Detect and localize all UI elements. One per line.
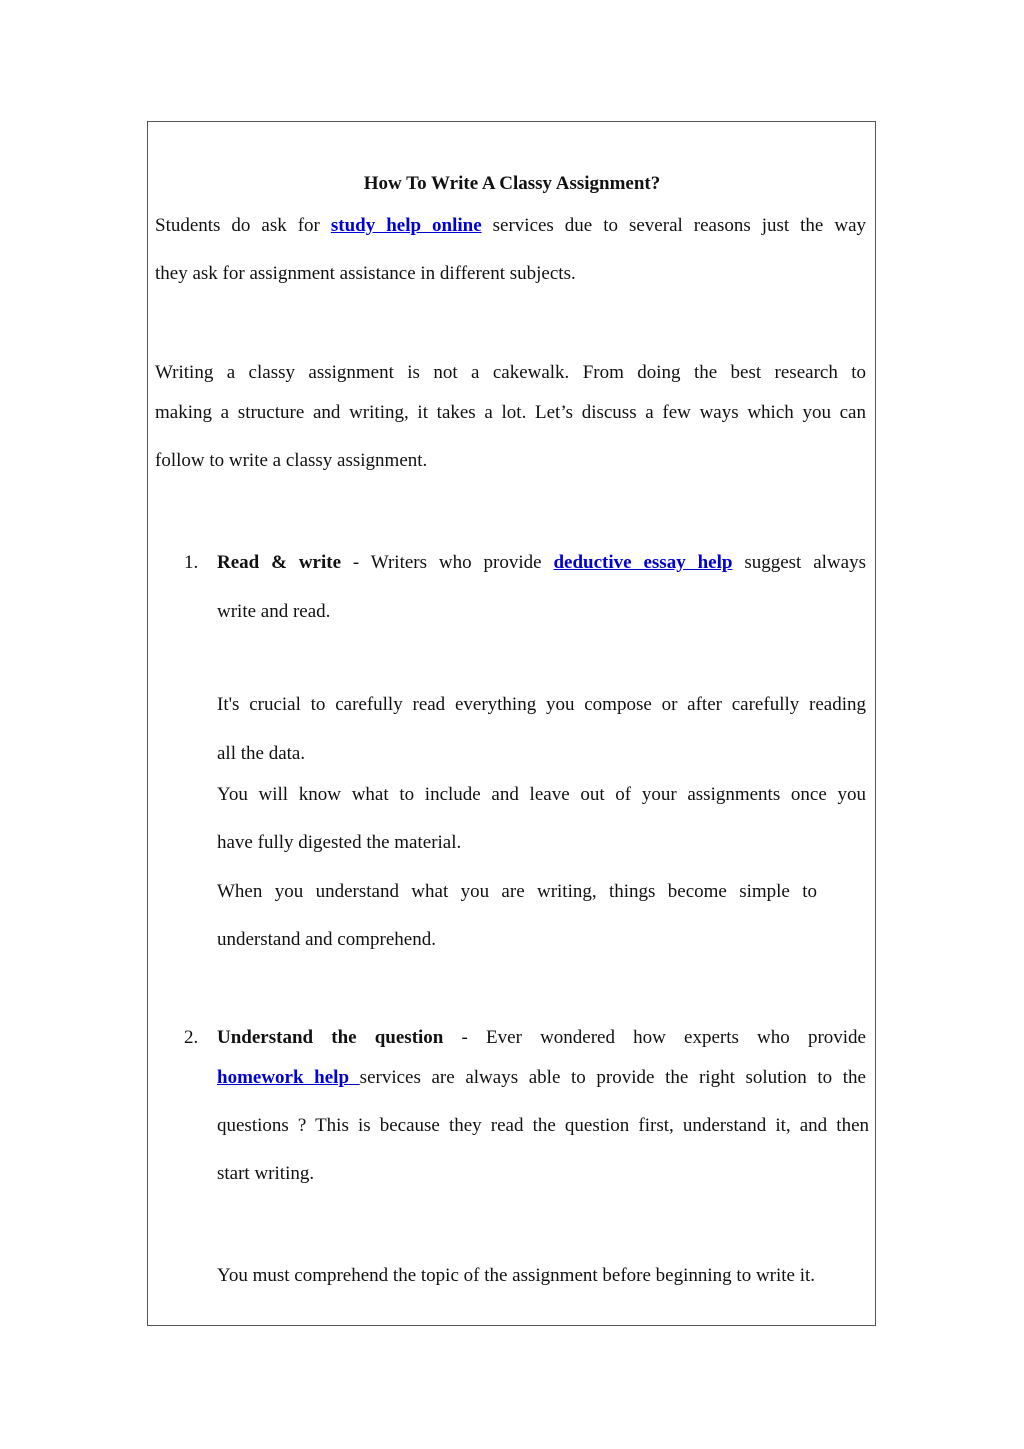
document-title: How To Write A Classy Assignment?: [363, 173, 661, 194]
list-item-1-text-after: suggest always: [732, 552, 866, 573]
intro-line-2: they ask for assignment assistance in different subjects.: [155, 263, 576, 284]
item2-para1: You must comprehend the topic of the assignment before beginning to write it.: [217, 1265, 816, 1286]
study-help-online-link[interactable]: study help online: [330, 215, 482, 236]
list-item-2-line-2: [217, 1066, 866, 1090]
list-item-1-heading: Read & write: [217, 552, 342, 573]
intro-line-1: [155, 214, 866, 238]
list-item-2-text-after-heading: - Ever wondered how experts who provide: [443, 1027, 866, 1048]
document-border: [147, 121, 876, 1326]
list-item-1-number: 1.: [184, 552, 199, 573]
intro-text-before: Students do ask for: [155, 215, 331, 236]
para2-line-3: follow to write a classy assignment.: [155, 450, 428, 471]
list-item-1-line-2: write and read.: [217, 601, 331, 622]
item1-para1-line-1: It's crucial to carefully read everything you compose or after carefully reading: [217, 694, 866, 715]
item1-para3-line-1: When you understand what you are writing, things become simple to: [217, 881, 817, 902]
list-item-1-text-before: - Writers who provide: [341, 552, 554, 573]
list-item-2-line-1: [217, 1026, 866, 1050]
list-item-2-line-4: start writing.: [217, 1163, 315, 1184]
list-item-1-line-1: [217, 551, 866, 575]
item1-para3-line-2: understand and comprehend.: [217, 929, 436, 950]
list-item-2-line-3: questions ? This is because they read the question first, understand it, and then: [217, 1115, 869, 1136]
para2-line-1: Writing a classy assignment is not a cakewalk. From doing the best research to: [155, 362, 866, 383]
list-item-2-number: 2.: [184, 1027, 199, 1048]
intro-text-after: services due to several reasons just the way: [481, 215, 866, 236]
item1-para2-line-1: You will know what to include and leave out of your assignments once you: [217, 784, 866, 805]
list-item-2-heading: Understand the question: [217, 1027, 444, 1048]
homework-help-link[interactable]: homework help: [217, 1067, 360, 1088]
item1-para2-line-2: have fully digested the material.: [217, 832, 462, 853]
list-item-2-text-after-link: services are always able to provide the right solution to the: [359, 1067, 866, 1088]
item1-para1-line-2: all the data.: [217, 743, 306, 764]
deductive-essay-help-link[interactable]: deductive essay help: [553, 552, 733, 573]
para2-line-2: making a structure and writing, it takes a lot. Let’s discuss a few ways which you can: [155, 402, 866, 423]
